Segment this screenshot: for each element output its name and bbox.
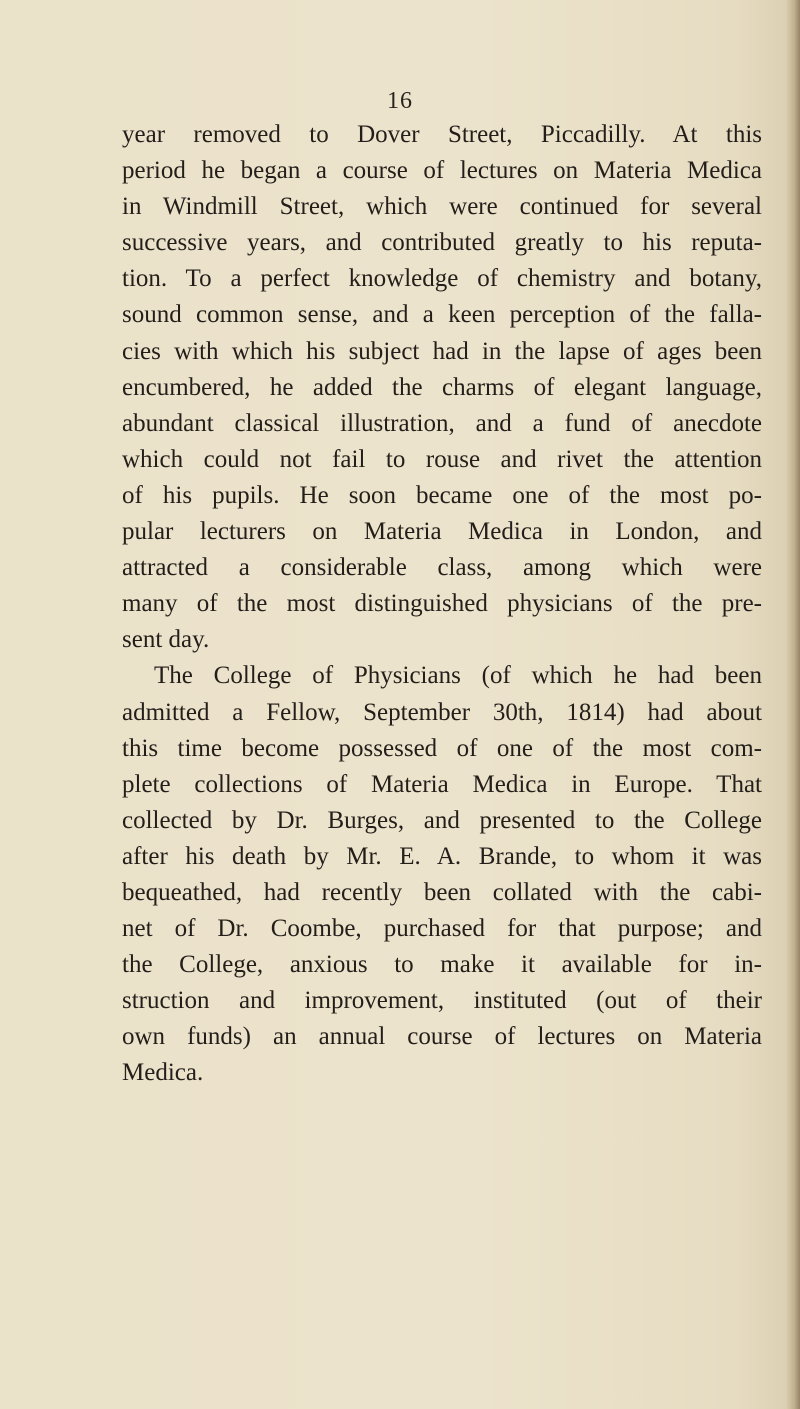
text-line: net of Dr. Coombe, purchased for that purpose; and xyxy=(122,915,762,943)
text-line: encumbered, he added the charms of elegant language, xyxy=(122,373,762,401)
text-line: struction and improvement, instituted (out of their xyxy=(122,987,762,1015)
paragraph-end-line: Medica. xyxy=(122,1059,204,1087)
text-line: which could not fail to rouse and rivet the attention xyxy=(122,445,762,473)
page-number: 16 xyxy=(387,88,413,114)
text-line: year removed to Dover Street, Piccadilly. At this xyxy=(122,121,762,148)
text-line: period he began a course of lectures on Materia Medica xyxy=(122,157,762,185)
page-edge-shadow xyxy=(786,0,800,1409)
text-line: sound common sense, and a keen perception of the falla- xyxy=(122,301,762,329)
text-line: attracted a considerable class, among which were xyxy=(122,554,762,582)
body-text xyxy=(122,117,762,1092)
text-line: plete collections of Materia Medica in Europe. That xyxy=(122,770,762,798)
text-line: in Windmill Street, which were continued for several xyxy=(122,193,762,221)
text-line: collected by Dr. Burges, and presented to the College xyxy=(122,806,762,834)
text-line: own funds) an annual course of lectures on Materia xyxy=(122,1023,762,1051)
text-line: admitted a Fellow, September 30th, 1814) had about xyxy=(122,698,762,726)
text-line: many of the most distinguished physicians of the pre- xyxy=(122,590,762,618)
text-line: pular lecturers on Materia Medica in London, and xyxy=(122,518,762,546)
text-line: tion. To a perfect knowledge of chemistry and botany, xyxy=(122,265,762,293)
text-line: of his pupils. He soon became one of the most po- xyxy=(122,481,762,509)
text-line: bequeathed, had recently been collated with the cabi- xyxy=(122,878,762,906)
text-line: after his death by Mr. E. A. Brande, to whom it was xyxy=(122,842,762,870)
text-line: this time become possessed of one of the most com- xyxy=(122,734,762,762)
text-line: cies with which his subject had in the lapse of ages been xyxy=(122,337,762,365)
text-line: successive years, and contributed greatly to his reputa- xyxy=(122,229,762,257)
paragraph-end-line: sent day. xyxy=(122,626,210,654)
text-line: the College, anxious to make it available for in- xyxy=(122,951,762,979)
text-line: abundant classical illustration, and a fund of anecdote xyxy=(122,409,762,437)
paragraph-start-line: The College of Physicians (of which he had been xyxy=(154,662,762,690)
